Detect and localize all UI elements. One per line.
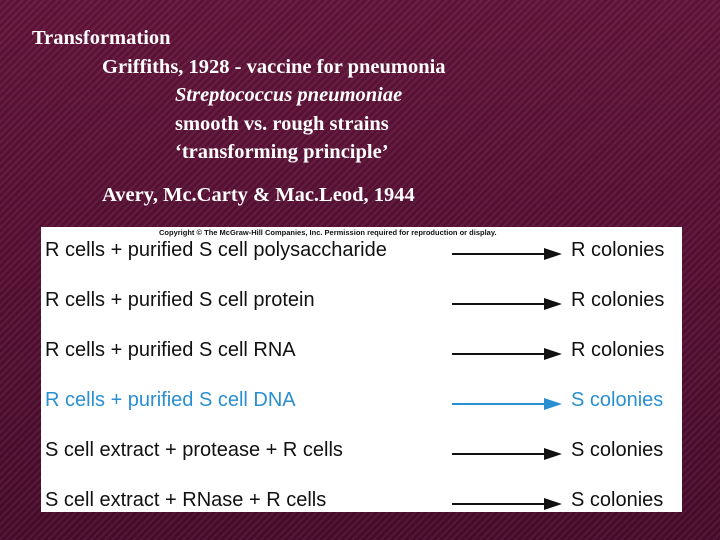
avery-line: Avery, Mc.Carty & Mac.Leod, 1944	[102, 183, 415, 206]
experiment-row	[41, 334, 682, 384]
slide-heading	[32, 24, 692, 209]
row-inputs: S cell extract + RNase + R cells	[45, 489, 327, 511]
experiment-row	[41, 484, 682, 534]
slide-title: Transformation	[32, 27, 171, 49]
strains-line: smooth vs. rough strains	[175, 112, 389, 135]
griffiths-line: Griffiths, 1928 - vaccine for pneumonia	[102, 55, 446, 78]
experiment-row	[41, 234, 682, 284]
row-result: S colonies	[571, 489, 664, 511]
row-result: S colonies	[571, 439, 664, 461]
right-arrow-icon	[452, 393, 562, 415]
experiment-figure	[41, 227, 682, 512]
row-inputs: R cells + purified S cell DNA	[45, 389, 296, 411]
row-result: R colonies	[571, 289, 665, 311]
right-arrow-icon	[452, 343, 562, 365]
experiment-rows	[41, 234, 682, 534]
right-arrow-icon	[452, 493, 562, 515]
row-result: R colonies	[571, 339, 665, 361]
experiment-row	[41, 384, 682, 434]
row-inputs: R cells + purified S cell protein	[45, 289, 315, 311]
right-arrow-icon	[452, 293, 562, 315]
species-line: Streptococcus pneumoniae	[175, 84, 403, 106]
row-result: S colonies	[571, 389, 664, 411]
row-inputs: S cell extract + protease + R cells	[45, 439, 343, 461]
copyright-notice: Copyright © The McGraw-Hill Companies, Inc. Permission required for reproduction or display.	[159, 228, 497, 237]
row-inputs: R cells + purified S cell RNA	[45, 339, 296, 361]
row-inputs: R cells + purified S cell polysaccharide	[45, 239, 387, 261]
principle-line: ‘transforming principle’	[175, 141, 389, 163]
experiment-row	[41, 284, 682, 334]
right-arrow-icon	[452, 443, 562, 465]
row-result: R colonies	[571, 239, 665, 261]
right-arrow-icon	[452, 243, 562, 265]
experiment-row	[41, 434, 682, 484]
